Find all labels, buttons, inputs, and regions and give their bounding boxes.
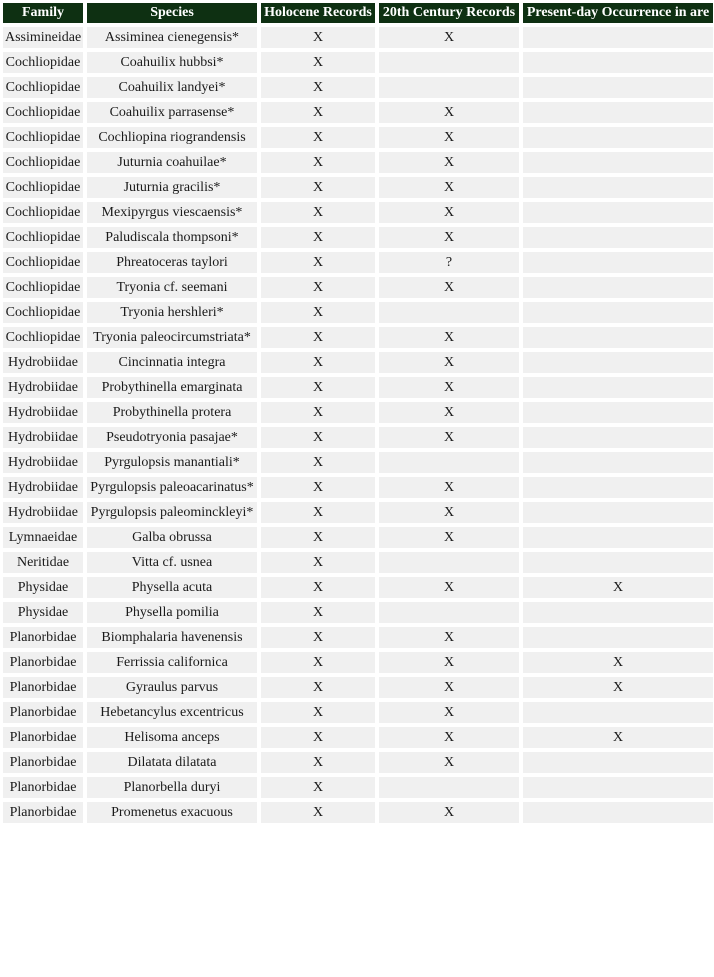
species-cell: Juturnia coahuilae* bbox=[87, 152, 257, 173]
family-cell: Planorbidae bbox=[3, 627, 83, 648]
twentieth-century-cell: X bbox=[379, 402, 519, 423]
holocene-cell: X bbox=[261, 252, 375, 273]
family-cell: Planorbidae bbox=[3, 652, 83, 673]
twentieth-century-cell: X bbox=[379, 352, 519, 373]
species-cell: Biomphalaria havenensis bbox=[87, 627, 257, 648]
twentieth-century-cell: X bbox=[379, 802, 519, 823]
table-row bbox=[3, 502, 713, 523]
twentieth-century-cell bbox=[379, 777, 519, 798]
family-cell: Hydrobiidae bbox=[3, 502, 83, 523]
species-cell: Tryonia hershleri* bbox=[87, 302, 257, 323]
holocene-cell: X bbox=[261, 352, 375, 373]
table-row bbox=[3, 127, 713, 148]
present-day-cell bbox=[523, 402, 713, 423]
species-cell: Tryonia paleocircumstriata* bbox=[87, 327, 257, 348]
species-cell: Tryonia cf. seemani bbox=[87, 277, 257, 298]
family-cell: Cochliopidae bbox=[3, 102, 83, 123]
family-cell: Hydrobiidae bbox=[3, 377, 83, 398]
present-day-cell bbox=[523, 777, 713, 798]
holocene-cell: X bbox=[261, 752, 375, 773]
holocene-cell: X bbox=[261, 377, 375, 398]
species-cell: Pyrgulopsis paleominckleyi* bbox=[87, 502, 257, 523]
twentieth-century-cell bbox=[379, 552, 519, 573]
family-cell: Assimineidae bbox=[3, 27, 83, 48]
species-cell: Hebetancylus excentricus bbox=[87, 702, 257, 723]
twentieth-century-cell: ? bbox=[379, 252, 519, 273]
twentieth-century-cell bbox=[379, 77, 519, 98]
present-day-cell bbox=[523, 752, 713, 773]
twentieth-century-cell: X bbox=[379, 102, 519, 123]
table-row bbox=[3, 302, 713, 323]
holocene-cell: X bbox=[261, 652, 375, 673]
table-row bbox=[3, 677, 713, 698]
present-day-cell: X bbox=[523, 577, 713, 598]
twentieth-century-cell: X bbox=[379, 577, 519, 598]
present-day-cell bbox=[523, 327, 713, 348]
present-day-cell bbox=[523, 277, 713, 298]
present-day-cell bbox=[523, 377, 713, 398]
family-cell: Cochliopidae bbox=[3, 152, 83, 173]
holocene-cell: X bbox=[261, 27, 375, 48]
species-cell: Ferrissia californica bbox=[87, 652, 257, 673]
present-day-cell bbox=[523, 177, 713, 198]
present-day-cell: X bbox=[523, 652, 713, 673]
twentieth-century-cell: X bbox=[379, 727, 519, 748]
species-cell: Cincinnatia integra bbox=[87, 352, 257, 373]
table-row bbox=[3, 52, 713, 73]
holocene-cell: X bbox=[261, 627, 375, 648]
species-cell: Probythinella emarginata bbox=[87, 377, 257, 398]
holocene-cell: X bbox=[261, 602, 375, 623]
present-day-cell: X bbox=[523, 727, 713, 748]
species-cell: Coahuilix landyei* bbox=[87, 77, 257, 98]
twentieth-century-cell: X bbox=[379, 752, 519, 773]
twentieth-century-cell: X bbox=[379, 127, 519, 148]
table-row bbox=[3, 402, 713, 423]
family-cell: Planorbidae bbox=[3, 702, 83, 723]
table-row bbox=[3, 252, 713, 273]
family-cell: Planorbidae bbox=[3, 727, 83, 748]
table-row bbox=[3, 577, 713, 598]
twentieth-century-cell: X bbox=[379, 702, 519, 723]
table-row bbox=[3, 152, 713, 173]
twentieth-century-cell: X bbox=[379, 227, 519, 248]
twentieth-century-cell: X bbox=[379, 202, 519, 223]
present-day-cell bbox=[523, 452, 713, 473]
present-day-cell bbox=[523, 102, 713, 123]
family-cell: Planorbidae bbox=[3, 777, 83, 798]
species-cell: Mexipyrgus viescaensis* bbox=[87, 202, 257, 223]
present-day-cell bbox=[523, 27, 713, 48]
holocene-cell: X bbox=[261, 427, 375, 448]
present-day-cell bbox=[523, 302, 713, 323]
column-header-present-day-occurrence: Present-day Occurrence in are bbox=[523, 3, 713, 23]
holocene-cell: X bbox=[261, 277, 375, 298]
present-day-cell bbox=[523, 527, 713, 548]
holocene-cell: X bbox=[261, 527, 375, 548]
twentieth-century-cell: X bbox=[379, 177, 519, 198]
holocene-cell: X bbox=[261, 402, 375, 423]
twentieth-century-cell: X bbox=[379, 377, 519, 398]
twentieth-century-cell: X bbox=[379, 627, 519, 648]
holocene-cell: X bbox=[261, 577, 375, 598]
family-cell: Hydrobiidae bbox=[3, 352, 83, 373]
species-cell: Gyraulus parvus bbox=[87, 677, 257, 698]
holocene-cell: X bbox=[261, 77, 375, 98]
table-row bbox=[3, 552, 713, 573]
twentieth-century-cell: X bbox=[379, 277, 519, 298]
present-day-cell bbox=[523, 352, 713, 373]
family-cell: Planorbidae bbox=[3, 677, 83, 698]
species-cell: Planorbella duryi bbox=[87, 777, 257, 798]
present-day-cell bbox=[523, 627, 713, 648]
table-row bbox=[3, 177, 713, 198]
family-cell: Hydrobiidae bbox=[3, 402, 83, 423]
family-cell: Cochliopidae bbox=[3, 127, 83, 148]
holocene-cell: X bbox=[261, 452, 375, 473]
holocene-cell: X bbox=[261, 802, 375, 823]
species-cell: Pseudotryonia pasajae* bbox=[87, 427, 257, 448]
twentieth-century-cell: X bbox=[379, 327, 519, 348]
family-cell: Physidae bbox=[3, 577, 83, 598]
present-day-cell bbox=[523, 802, 713, 823]
present-day-cell bbox=[523, 127, 713, 148]
table-row bbox=[3, 102, 713, 123]
twentieth-century-cell: X bbox=[379, 477, 519, 498]
twentieth-century-cell: X bbox=[379, 427, 519, 448]
table-row bbox=[3, 602, 713, 623]
family-cell: Cochliopidae bbox=[3, 177, 83, 198]
holocene-cell: X bbox=[261, 477, 375, 498]
family-cell: Hydrobiidae bbox=[3, 477, 83, 498]
family-cell: Physidae bbox=[3, 602, 83, 623]
present-day-cell bbox=[523, 602, 713, 623]
present-day-cell bbox=[523, 202, 713, 223]
species-cell: Paludiscala thompsoni* bbox=[87, 227, 257, 248]
twentieth-century-cell bbox=[379, 452, 519, 473]
table-row bbox=[3, 227, 713, 248]
present-day-cell bbox=[523, 702, 713, 723]
table-row bbox=[3, 77, 713, 98]
twentieth-century-cell bbox=[379, 52, 519, 73]
species-cell: Cochliopina riograndensis bbox=[87, 127, 257, 148]
species-cell: Phreatoceras taylori bbox=[87, 252, 257, 273]
twentieth-century-cell: X bbox=[379, 677, 519, 698]
present-day-cell bbox=[523, 252, 713, 273]
species-cell: Pyrgulopsis manantiali* bbox=[87, 452, 257, 473]
holocene-cell: X bbox=[261, 702, 375, 723]
species-cell: Dilatata dilatata bbox=[87, 752, 257, 773]
table-row bbox=[3, 802, 713, 823]
present-day-cell bbox=[523, 227, 713, 248]
table-row bbox=[3, 727, 713, 748]
holocene-cell: X bbox=[261, 127, 375, 148]
twentieth-century-cell: X bbox=[379, 652, 519, 673]
table-row bbox=[3, 327, 713, 348]
table-row bbox=[3, 477, 713, 498]
table-row bbox=[3, 377, 713, 398]
holocene-cell: X bbox=[261, 152, 375, 173]
family-cell: Cochliopidae bbox=[3, 302, 83, 323]
species-cell: Promenetus exacuous bbox=[87, 802, 257, 823]
family-cell: Neritidae bbox=[3, 552, 83, 573]
species-cell: Pyrgulopsis paleoacarinatus* bbox=[87, 477, 257, 498]
twentieth-century-cell: X bbox=[379, 27, 519, 48]
twentieth-century-cell: X bbox=[379, 152, 519, 173]
family-cell: Cochliopidae bbox=[3, 77, 83, 98]
family-cell: Cochliopidae bbox=[3, 227, 83, 248]
family-cell: Hydrobiidae bbox=[3, 452, 83, 473]
present-day-cell bbox=[523, 502, 713, 523]
table-row bbox=[3, 627, 713, 648]
family-cell: Cochliopidae bbox=[3, 202, 83, 223]
holocene-cell: X bbox=[261, 552, 375, 573]
species-cell: Galba obrussa bbox=[87, 527, 257, 548]
family-cell: Cochliopidae bbox=[3, 277, 83, 298]
holocene-cell: X bbox=[261, 102, 375, 123]
table-row bbox=[3, 752, 713, 773]
family-cell: Cochliopidae bbox=[3, 327, 83, 348]
species-cell: Coahuilix parrasense* bbox=[87, 102, 257, 123]
present-day-cell bbox=[523, 427, 713, 448]
table-row bbox=[3, 652, 713, 673]
holocene-cell: X bbox=[261, 52, 375, 73]
holocene-cell: X bbox=[261, 677, 375, 698]
species-cell: Assiminea cienegensis* bbox=[87, 27, 257, 48]
family-cell: Cochliopidae bbox=[3, 52, 83, 73]
column-header-species: Species bbox=[87, 3, 257, 23]
table-row bbox=[3, 527, 713, 548]
family-cell: Cochliopidae bbox=[3, 252, 83, 273]
species-cell: Helisoma anceps bbox=[87, 727, 257, 748]
present-day-cell bbox=[523, 477, 713, 498]
twentieth-century-cell bbox=[379, 302, 519, 323]
species-cell: Physella pomilia bbox=[87, 602, 257, 623]
table-row bbox=[3, 202, 713, 223]
family-cell: Planorbidae bbox=[3, 802, 83, 823]
table-row bbox=[3, 352, 713, 373]
column-header-holocene-records: Holocene Records bbox=[261, 3, 375, 23]
species-cell: Physella acuta bbox=[87, 577, 257, 598]
present-day-cell bbox=[523, 152, 713, 173]
twentieth-century-cell bbox=[379, 602, 519, 623]
holocene-cell: X bbox=[261, 202, 375, 223]
holocene-cell: X bbox=[261, 177, 375, 198]
species-cell: Coahuilix hubbsi* bbox=[87, 52, 257, 73]
present-day-cell bbox=[523, 52, 713, 73]
present-day-cell bbox=[523, 77, 713, 98]
table-row bbox=[3, 277, 713, 298]
holocene-cell: X bbox=[261, 777, 375, 798]
holocene-cell: X bbox=[261, 727, 375, 748]
holocene-cell: X bbox=[261, 227, 375, 248]
table-row bbox=[3, 702, 713, 723]
family-cell: Planorbidae bbox=[3, 752, 83, 773]
table-row bbox=[3, 452, 713, 473]
species-cell: Probythinella protera bbox=[87, 402, 257, 423]
column-header-family: Family bbox=[3, 3, 83, 23]
twentieth-century-cell: X bbox=[379, 527, 519, 548]
species-cell: Juturnia gracilis* bbox=[87, 177, 257, 198]
table-row bbox=[3, 427, 713, 448]
twentieth-century-cell: X bbox=[379, 502, 519, 523]
table-row bbox=[3, 777, 713, 798]
column-header-20th-century-records: 20th Century Records bbox=[379, 3, 519, 23]
present-day-cell bbox=[523, 552, 713, 573]
header-row bbox=[3, 3, 713, 23]
family-cell: Lymnaeidae bbox=[3, 527, 83, 548]
species-cell: Vitta cf. usnea bbox=[87, 552, 257, 573]
present-day-cell: X bbox=[523, 677, 713, 698]
table-row bbox=[3, 27, 713, 48]
holocene-cell: X bbox=[261, 502, 375, 523]
holocene-cell: X bbox=[261, 302, 375, 323]
holocene-cell: X bbox=[261, 327, 375, 348]
family-cell: Hydrobiidae bbox=[3, 427, 83, 448]
